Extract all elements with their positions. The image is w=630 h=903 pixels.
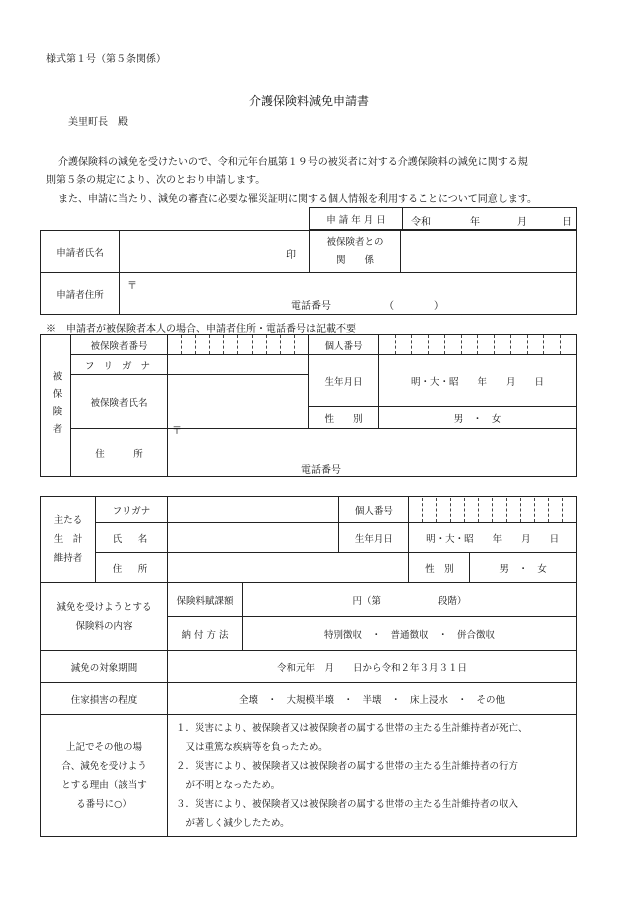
seal-mark: 印: [286, 250, 296, 261]
applicant-name-field[interactable]: [120, 231, 310, 273]
householder-address-label: 住 所: [96, 553, 168, 583]
payment-method-label: 納 付 方 法: [168, 617, 243, 651]
consent-text: また、申請に当たり、減免の審査に必要な罹災証明に関する個人情報を利用することについて同意します。: [58, 194, 537, 205]
insured-sex-label: 性 別: [309, 407, 379, 429]
applicant-name-label: 申請者氏名: [41, 231, 120, 273]
phone-paren: （ ）: [384, 301, 444, 312]
insured-sex-field[interactable]: 男 ・ 女: [379, 407, 577, 429]
reason-options[interactable]: [168, 715, 577, 837]
premium-amount-field[interactable]: 円（第 段階）: [243, 583, 577, 617]
householder-birth-label: 生年月日: [339, 523, 409, 553]
reason-item: １．災害により、被保険者又は被保険者の属する世帯の主たる生計維持者が死亡、: [176, 722, 528, 734]
application-date-table: [309, 207, 577, 230]
date-label: 申 請 年 月 日: [310, 208, 403, 230]
date-day: 日: [562, 217, 572, 228]
premium-label: 減免を受けようとする 保険料の内容: [41, 583, 168, 651]
householder-personal-number-field[interactable]: [409, 497, 577, 523]
insured-name-field[interactable]: [168, 375, 309, 429]
personal-number-label: 個人番号: [309, 335, 379, 355]
reason-item: が著しく減少したため。: [176, 817, 290, 829]
householder-birth-field[interactable]: 明・大・昭 年 月 日: [409, 523, 577, 553]
insured-furigana-label: フ リ ガ ナ: [71, 355, 168, 375]
date-year: 年: [470, 217, 480, 228]
householder-table: [40, 496, 577, 837]
insured-address-label: 住 所: [71, 429, 168, 477]
reason-item: ２．災害により、被保険者又は被保険者の属する世帯の主たる生計維持者の行方: [176, 760, 519, 772]
insured-postal-mark: 〒: [172, 426, 182, 437]
relation-label: 被保険者との 関 係: [310, 231, 401, 273]
period-field[interactable]: 令和元年 月 日から令和２年３月３１日: [168, 651, 577, 683]
applicant-address-field[interactable]: [120, 273, 577, 315]
insured-birth-label: 生年月日: [309, 355, 379, 407]
insured-address-field[interactable]: [168, 429, 577, 477]
householder-furigana-label: フリガナ: [96, 497, 168, 523]
payment-method-options[interactable]: 特別徴収 ・ 普通徴収 ・ 併合徴収: [243, 617, 577, 651]
form-number: 様式第１号（第５条関係）: [46, 54, 166, 65]
intro-text: 則第５条の規定により、次のとおり申請します。: [46, 175, 266, 186]
phone-label: 電話番号: [291, 301, 331, 312]
householder-name-label: 氏 名: [96, 523, 168, 553]
householder-personal-number-label: 個人番号: [339, 497, 409, 523]
page-title: 介護保険料減免申請書: [249, 94, 370, 108]
reason-item: 又は重篤な疾病等を負ったため。: [176, 741, 328, 753]
date-era: 令和: [411, 217, 431, 228]
householder-sex-field[interactable]: 男 ・ 女: [470, 553, 577, 583]
insured-number-field[interactable]: [168, 335, 309, 355]
householder-sex-label: 性 別: [409, 553, 470, 583]
insured-number-label: 被保険者番号: [71, 335, 168, 355]
reason-item: ３．災害により、被保険者又は被保険者の属する世帯の主たる生計維持者の収入: [176, 798, 519, 810]
applicant-address-label: 申請者住所: [41, 273, 120, 315]
householder-side-label: 主たる 生 計 維持者: [41, 497, 96, 583]
reason-item: が不明となったため。: [176, 779, 281, 791]
insured-phone-label: 電話番号: [301, 465, 341, 476]
addressee: 美里町長 殿: [68, 117, 128, 128]
insured-name-label: 被保険者氏名: [71, 375, 168, 429]
insured-furigana-field[interactable]: [168, 355, 309, 375]
note-text: ※ 申請者が被保険者本人の場合、申請者住所・電話番号は記載不要: [46, 324, 356, 335]
postal-mark: 〒: [127, 281, 137, 292]
relation-field[interactable]: [401, 231, 577, 273]
damage-options[interactable]: 全壊 ・ 大規模半壊 ・ 半壊 ・ 床上浸水 ・ その他: [168, 683, 577, 715]
householder-name-field[interactable]: [168, 523, 339, 553]
premium-amount-label: 保険料賦課額: [168, 583, 243, 617]
period-label: 減免の対象期間: [41, 651, 168, 683]
insured-side-label: 被保険者: [41, 335, 71, 477]
personal-number-field[interactable]: [379, 335, 577, 355]
householder-furigana-field[interactable]: [168, 497, 339, 523]
date-month: 月: [517, 217, 527, 228]
intro-text: 介護保険料の減免を受けたいので、令和元年台風第１９号の被災者に対する介護保険料の減免に関する規: [58, 157, 528, 168]
insured-birth-field[interactable]: 明・大・昭 年 月 日: [379, 355, 577, 407]
insured-table: [40, 334, 577, 477]
reason-label: 上記でその他の場 合、減免を受けよう とする理由（該当す る番号に○）: [41, 715, 168, 837]
householder-address-field[interactable]: [168, 553, 409, 583]
damage-label: 住家損害の程度: [41, 683, 168, 715]
